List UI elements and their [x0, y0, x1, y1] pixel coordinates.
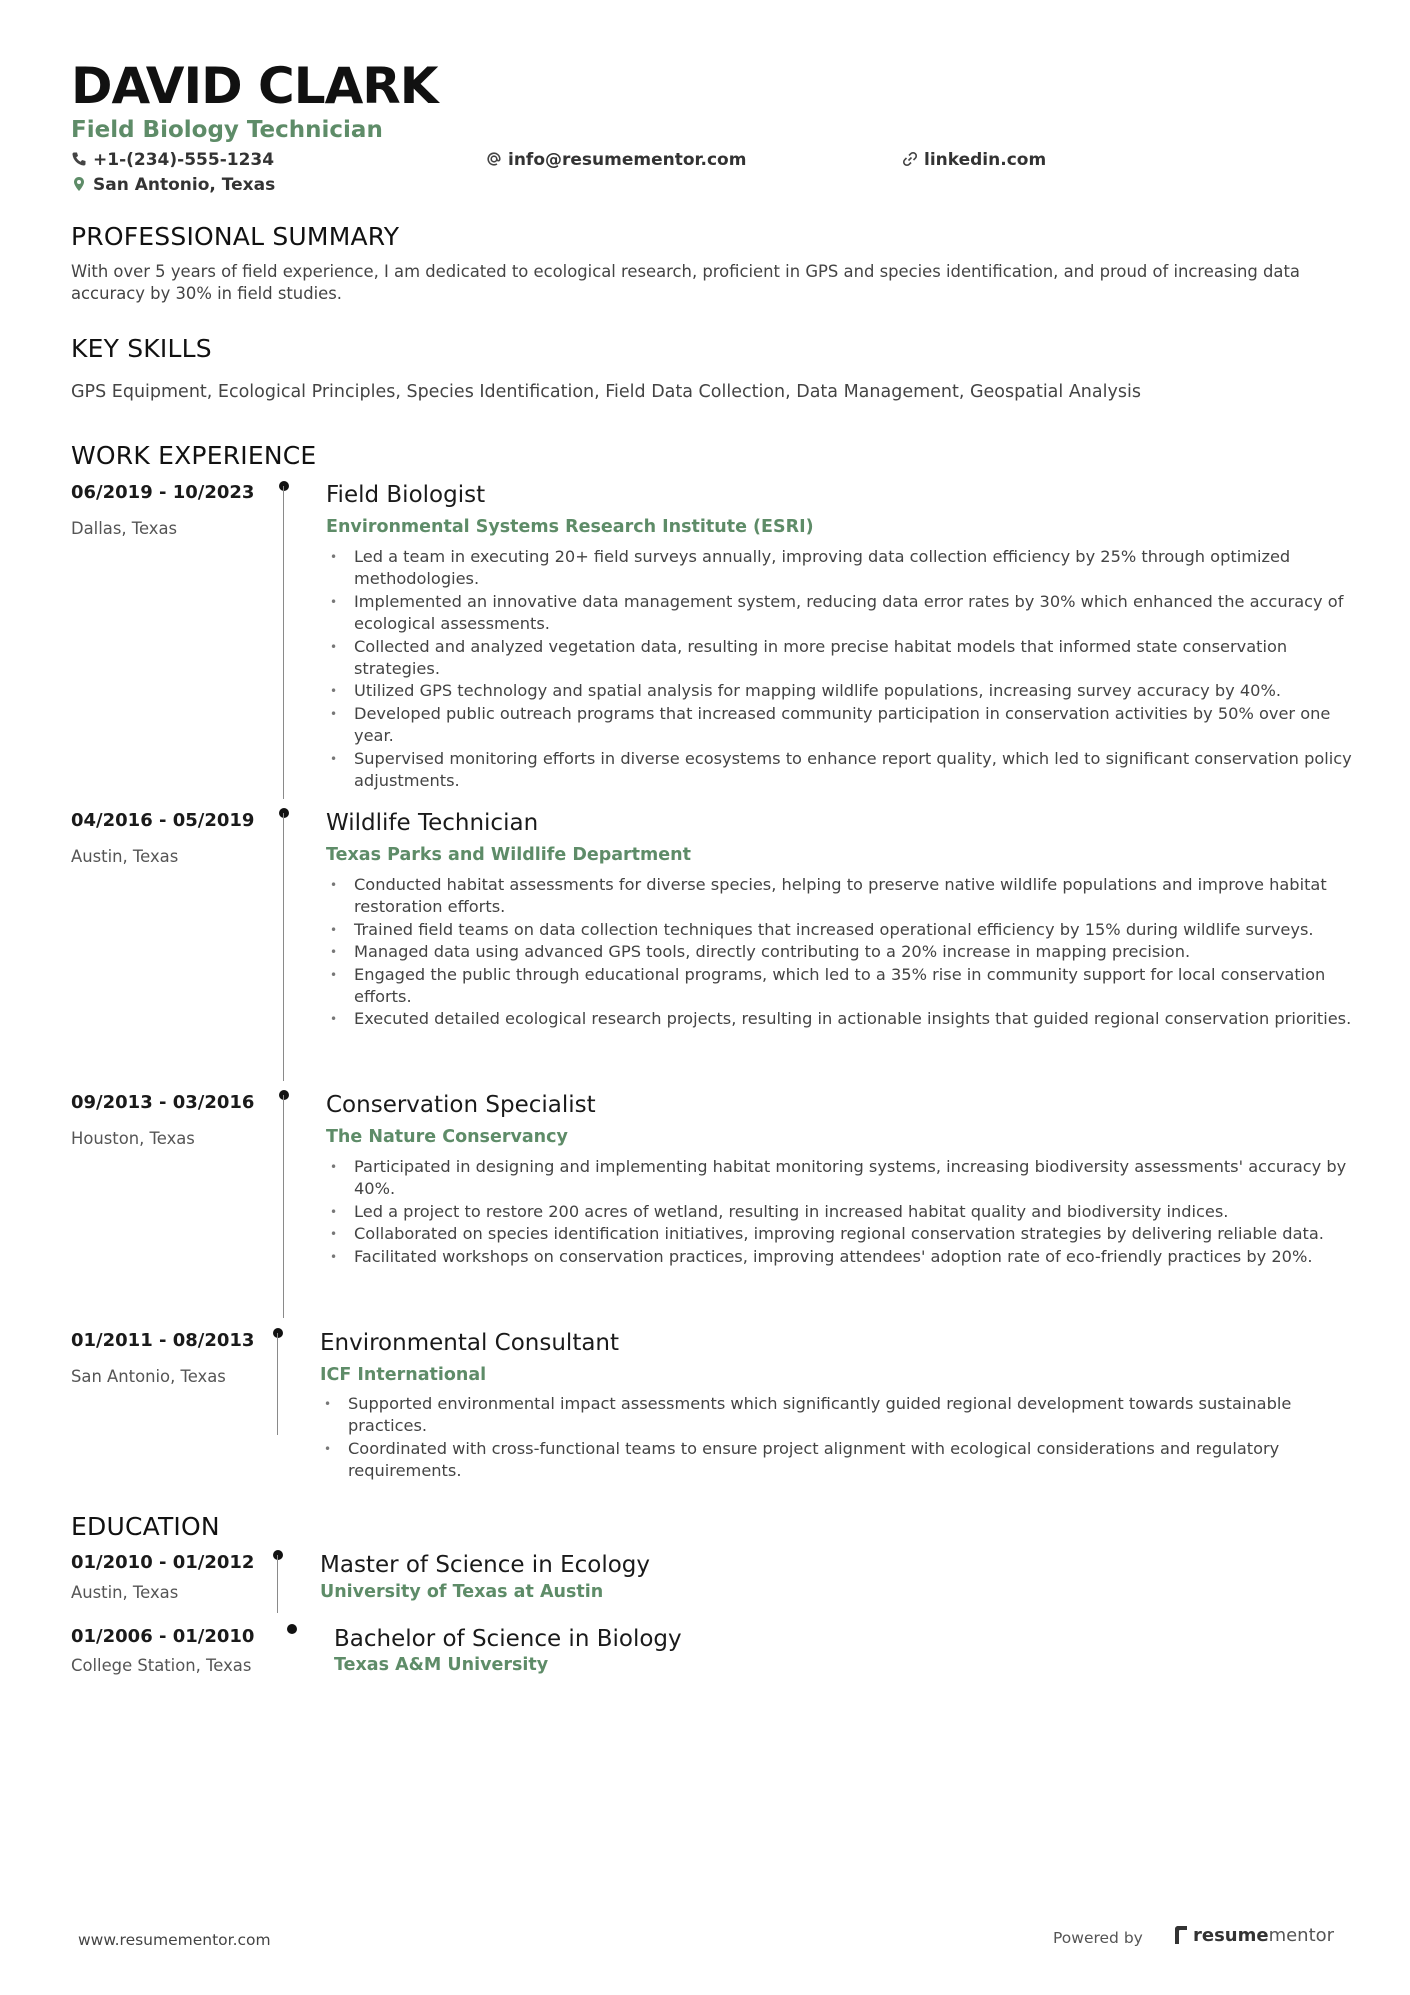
footer-url[interactable]: www.resumementor.com — [78, 1931, 271, 1949]
edu-school: University of Texas at Austin — [320, 1582, 604, 1602]
list-item: • Coordinated with cross-functional teams to ensure project alignment with ecological considerations and regulatory requirements. — [320, 1438, 1366, 1483]
job-company: ICF International — [320, 1365, 487, 1385]
job-role: Field Biologist — [326, 482, 486, 508]
list-item: • Utilized GPS technology and spatial analysis for mapping wildlife populations, increasing survey accuracy by 40%. — [326, 680, 1366, 702]
timeline-line — [277, 1333, 278, 1435]
list-item: • Collected and analyzed vegetation data, resulting in more precise habitat models that informed state conservation strategies. — [326, 636, 1366, 681]
resumementor-logo-icon — [1173, 1925, 1189, 1945]
timeline-dot — [279, 808, 289, 818]
job-bullets — [326, 874, 1366, 1031]
edu-dates: 01/2006 - 01/2010 — [71, 1626, 255, 1647]
job-dates: 04/2016 - 05/2019 — [71, 810, 255, 831]
job-dates: 01/2011 - 08/2013 — [71, 1330, 255, 1351]
timeline-line — [283, 813, 284, 1081]
job-company: Texas Parks and Wildlife Department — [326, 845, 691, 865]
timeline-dot — [287, 1624, 297, 1634]
edu-degree: Bachelor of Science in Biology — [334, 1626, 682, 1652]
powered-by-label: Powered by — [1053, 1929, 1143, 1947]
brand-bold: resume — [1193, 1925, 1269, 1946]
email-text: info@resumementor.com — [508, 150, 747, 170]
job-location: Austin, Texas — [71, 847, 179, 866]
location-text: San Antonio, Texas — [93, 175, 276, 195]
job-company: The Nature Conservancy — [326, 1127, 568, 1147]
summary-heading: PROFESSIONAL SUMMARY — [71, 222, 400, 251]
timeline-line — [283, 486, 284, 799]
list-item: • Managed data using advanced GPS tools, directly contributing to a 20% increase in mapping precision. — [326, 941, 1366, 963]
education-heading: EDUCATION — [71, 1512, 220, 1541]
edu-location: College Station, Texas — [71, 1656, 252, 1675]
job-dates: 06/2019 - 10/2023 — [71, 482, 255, 503]
list-item: • Led a project to restore 200 acres of wetland, resulting in increased habitat quality and biodiversity indices. — [326, 1201, 1366, 1223]
contact-linkedin[interactable] — [902, 149, 1046, 171]
list-item: • Facilitated workshops on conservation practices, improving attendees' adoption rate of eco-friendly practices by 20%. — [326, 1246, 1366, 1268]
brand-logo[interactable] — [1173, 1925, 1334, 1946]
job-bullets — [326, 546, 1366, 792]
summary-text: With over 5 years of field experience, I am dedicated to ecological research, proficient in GPS and species identification, and proud of increasing data accuracy by 30% in field studies. — [71, 262, 1300, 303]
edu-degree: Master of Science in Ecology — [320, 1552, 651, 1578]
list-item: • Collaborated on species identification initiatives, improving regional conservation strategies by delivering reliable data. — [326, 1223, 1366, 1245]
timeline-dot — [273, 1328, 283, 1338]
job-bullets — [320, 1393, 1366, 1483]
experience-heading: WORK EXPERIENCE — [71, 441, 317, 470]
brand-light: mentor — [1268, 1925, 1335, 1946]
list-item: • Trained field teams on data collection techniques that increased operational efficiency by 15% during wildlife surveys. — [326, 919, 1366, 941]
list-item: • Supported environmental impact assessments which significantly guided regional development towards sustainable practices. — [320, 1393, 1366, 1438]
list-item: • Engaged the public through educational programs, which led to a 35% rise in community support for local conservation efforts. — [326, 964, 1366, 1009]
job-company: Environmental Systems Research Institute (ESRI) — [326, 517, 814, 537]
list-item: • Executed detailed ecological research projects, resulting in actionable insights that guided regional conservation priorities. — [326, 1008, 1366, 1030]
job-location: Houston, Texas — [71, 1129, 195, 1148]
contact-phone — [71, 149, 274, 171]
list-item: • Implemented an innovative data management system, reducing data error rates by 30% which enhanced the accuracy of ecological assessments. — [326, 591, 1366, 636]
list-item: • Conducted habitat assessments for diverse species, helping to preserve native wildlife populations and improve habitat restoration efforts. — [326, 874, 1366, 919]
job-role: Wildlife Technician — [326, 810, 539, 836]
job-bullets — [326, 1156, 1366, 1268]
candidate-name: DAVID CLARK — [71, 57, 438, 115]
phone-icon — [71, 151, 87, 167]
timeline-dot — [279, 1090, 289, 1100]
edu-location: Austin, Texas — [71, 1583, 179, 1602]
list-item: • Supervised monitoring efforts in diverse ecosystems to enhance report quality, which led to significant conservation policy adjustments. — [326, 748, 1366, 793]
list-item: • Led a team in executing 20+ field surveys annually, improving data collection efficiency by 25% through optimized methodologies. — [326, 546, 1366, 591]
skills-text: GPS Equipment, Ecological Principles, Species Identification, Field Data Collection, Data Management, Geospatial Analysis — [71, 382, 1141, 402]
linkedin-text: linkedin.com — [924, 150, 1047, 170]
edu-school: Texas A&M University — [334, 1655, 549, 1675]
edu-dates: 01/2010 - 01/2012 — [71, 1552, 255, 1573]
contact-location — [71, 174, 275, 196]
list-item: • Developed public outreach programs that increased community participation in conservation activities by 50% over one year. — [326, 703, 1366, 748]
timeline-line — [277, 1555, 278, 1613]
job-role: Conservation Specialist — [326, 1092, 596, 1118]
job-dates: 09/2013 - 03/2016 — [71, 1092, 255, 1113]
contact-email[interactable] — [486, 149, 746, 171]
list-item: • Participated in designing and implementing habitat monitoring systems, increasing biodiversity assessments' accuracy by 40%. — [326, 1156, 1366, 1201]
at-icon — [486, 151, 502, 167]
phone-text: +1-(234)-555-1234 — [93, 150, 275, 170]
link-icon — [902, 151, 918, 167]
candidate-title: Field Biology Technician — [71, 117, 383, 143]
timeline-dot — [273, 1550, 283, 1560]
skills-heading: KEY SKILLS — [71, 334, 212, 363]
job-location: Dallas, Texas — [71, 519, 178, 538]
location-pin-icon — [71, 176, 87, 192]
timeline-line — [283, 1095, 284, 1318]
job-location: San Antonio, Texas — [71, 1367, 226, 1386]
timeline-dot — [279, 481, 289, 491]
job-role: Environmental Consultant — [320, 1330, 620, 1356]
